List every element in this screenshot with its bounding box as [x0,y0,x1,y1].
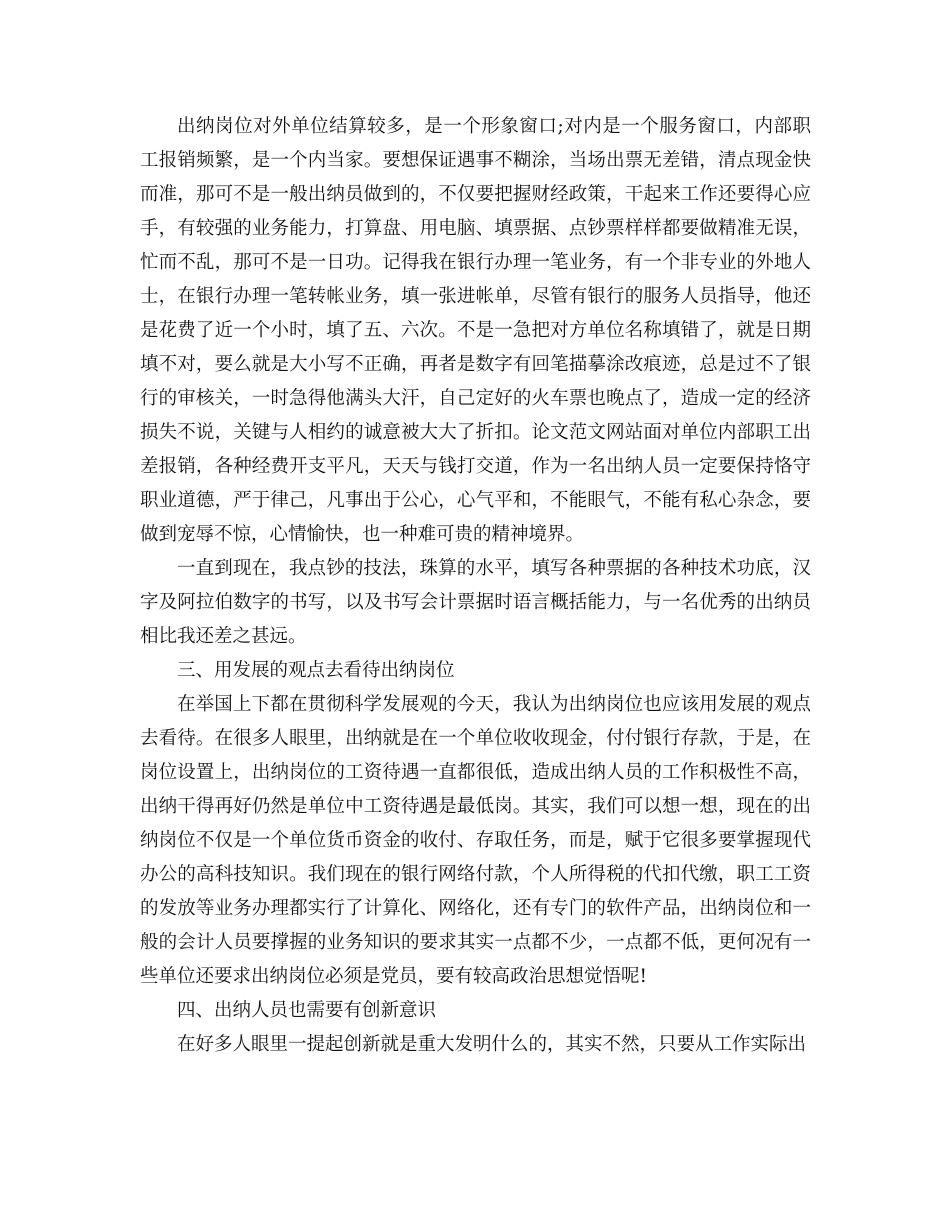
paragraph-cashier-role: 出纳岗位对外单位结算较多，是一个形象窗口;对内是一个服务窗口，内部职工报销频繁，是一个内当家。要想保证遇事不糊涂，当场出票无差错，清点现金快而准，那可不是一般出纳员做到的，不仅要把握财经政策，干起来工作还要得心应手，有较强的业务能力，打算盘、用电脑、填票据、点钞票样样都要做精准无误，忙而不乱，那可不是一日功。记得我在银行办理一笔业务，有一个非专业的外地人士，在银行办理一笔转帐业务，填一张进帐单，尽管有银行的服务人员指导，他还是花费了近一个小时，填了五、六次。不是一急把对方单位名称填错了，就是日期填不对，要么就是大小写不正确，再者是数字有回笔描摹涂改痕迹，总是过不了银行的审核关，一时急得他满头大汗，自己定好的火车票也晚点了，造成一定的经济损失不说，关键与人相约的诚意被大大了折扣。论文范文网站面对单位内部职工出差报销，各种经费开支平凡，天天与钱打交道，作为一名出纳人员一定要保持恪守职业道德，严于律己，凡事出于公心，心气平和，不能眼气，不能有私心杂念，要做到宠辱不惊，心情愉快，也一种难可贵的精神境界。 [140,116,811,545]
section-heading-innovation: 四、出纳人员也需要有创新意识 [177,1000,437,1021]
section-heading-development-view: 三、用发展的观点去看待出纳岗位 [177,660,455,681]
paragraph-development-view: 在举国上下都在贯彻科学发展观的今天，我认为出纳岗位也应该用发展的观点去看待。在很多人眼里，出纳就是在一个单位收收现金，付付银行存款，于是，在岗位设置上，出纳岗位的工资待遇一直都很低，造成出纳人员的工作积极性不高，出纳干得再好仍然是单位中工资待遇是最低岗。其实，我们可以想一想，现在的出纳岗位不仅是一个单位货币资金的收付、存取任务，而是，赋于它很多要掌握现代办公的高科技知识。我们现在的银行网络付款，个人所得税的代扣代缴，职工工资的发放等业务办理都实行了计算化、网络化，还有专门的软件产品，出纳岗位和一般的会计人员要撑握的业务知识的要求其实一点都不少，一点都不低，更何况有一些单位还要求出纳岗位必须是党员，要有较高政治思想觉悟呢! [140,694,811,987]
document-body [140,110,811,1062]
paragraph-skills-gap: 一直到现在，我点钞的技法，珠算的水平，填写各种票据的各种技术功底，汉字及阿拉伯数字的书写，以及书写会计票据时语言概括能力，与一名优秀的出纳员相比我还差之甚远。 [140,558,811,647]
paragraph-innovation: 在好多人眼里一提起创新就是重大发明什么的，其实不然，只要从工作实际出 [177,1034,807,1055]
